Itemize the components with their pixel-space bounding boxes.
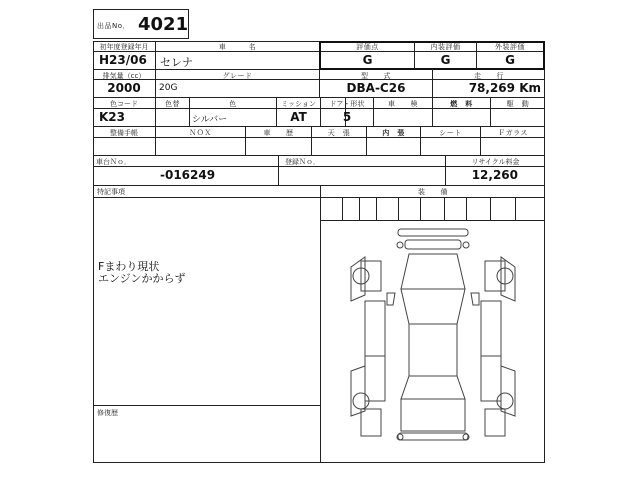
interior-top-label: 内 張: [382, 129, 405, 137]
chassis-no-value: -016249: [160, 168, 216, 182]
reg-date-label: 初年度登録年月: [99, 43, 149, 51]
note-line-1: Fまわり現状: [98, 260, 160, 273]
doors-value: 5: [342, 110, 352, 124]
displacement-value: 2000: [107, 81, 141, 95]
mileage-label: 走 行: [474, 72, 504, 80]
recycle-fee-value: 12,260: [471, 168, 518, 182]
recycle-label: リサイクル料金: [471, 158, 520, 166]
interior-value: G: [440, 53, 451, 67]
nox-label: ＮＯＸ: [189, 129, 212, 137]
color-code-value: K23: [99, 110, 125, 124]
mission-value: AT: [290, 110, 307, 124]
score-value: G: [362, 53, 373, 67]
model-value: DBA-C26: [346, 81, 406, 95]
drive-label: 駆 動: [506, 100, 530, 108]
mileage-value: 78,269 Km: [468, 81, 541, 95]
exterior-value: G: [505, 53, 515, 67]
fglass-label: Ｆガラス: [498, 129, 528, 137]
mission-label: ミッション: [281, 100, 316, 108]
score-label: 評価点: [356, 43, 379, 51]
notes-title: 特記事項: [97, 188, 125, 196]
equipment-title: 装 備: [418, 188, 448, 196]
interior-label: 内装評価: [430, 43, 461, 51]
color-code-label: 色コード: [110, 100, 138, 108]
sheet-label: シート: [439, 129, 462, 137]
sunroof-label: 天 張: [327, 129, 351, 137]
lot-label: 出品No．: [97, 22, 131, 30]
door-label: ドア・形状: [329, 100, 365, 108]
car-diagram: [321, 221, 545, 463]
fuel-label: 燃 料: [450, 100, 473, 108]
history-label: 車 歴: [263, 129, 294, 137]
displacement-label: 排気量（cc）: [102, 72, 146, 80]
reg-date-value: H23/06: [99, 53, 147, 67]
reg-no-label: 登録Ｎｏ．: [285, 158, 320, 166]
color-value: シルバー: [192, 115, 228, 125]
grade-label: グレード: [222, 72, 253, 80]
model-label: 型 式: [361, 72, 391, 80]
chassis-label: 車台Ｎｏ．: [96, 158, 131, 166]
note-line-2: エンジンかからず: [98, 272, 186, 285]
car-name-value: セレナ: [160, 56, 193, 69]
lot-number: 4021: [138, 14, 189, 35]
grade-value: 20G: [159, 83, 178, 93]
color-change-label: 色替: [165, 100, 180, 108]
car-name-label: 車 名: [218, 43, 257, 51]
color-label: 色: [229, 100, 237, 108]
exterior-label: 外装評価: [495, 43, 525, 51]
repair-history-title: 修復歴: [97, 409, 118, 417]
manual-label: 整備手帳: [110, 129, 138, 137]
lot-number-box: [93, 9, 189, 39]
inspection-label: 車 検: [388, 100, 418, 108]
